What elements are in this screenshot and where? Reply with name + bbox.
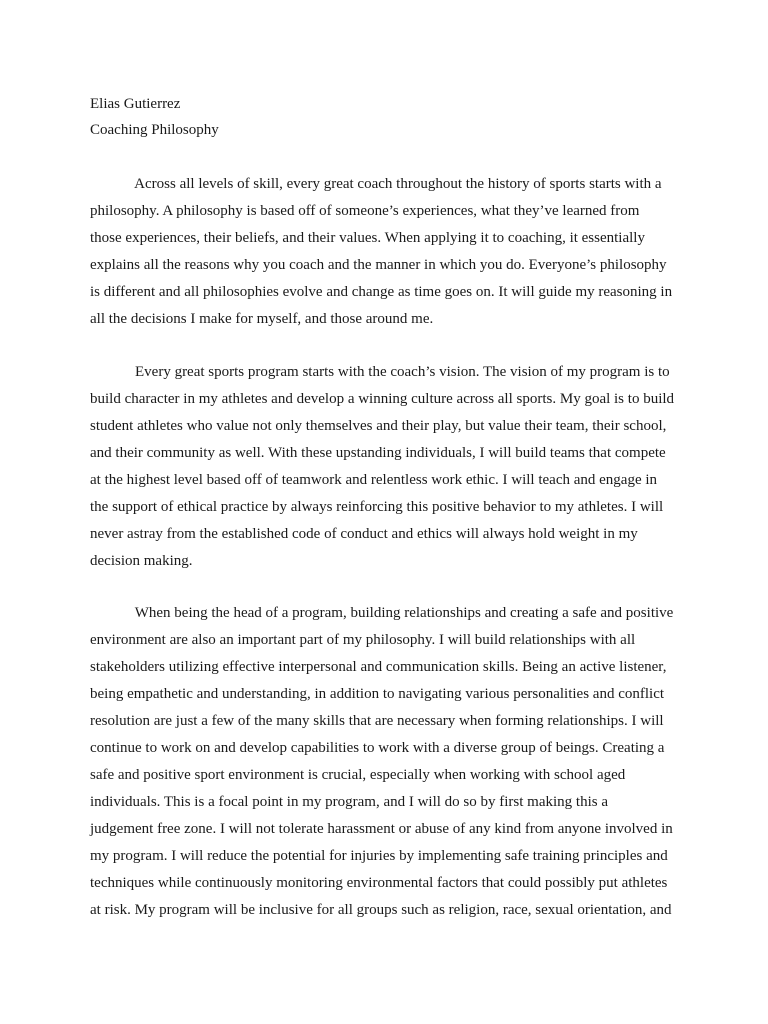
paragraph-line: techniques while continuously monitoring environmental factors that could possibly put athletes — [90, 875, 668, 891]
document-title: Coaching Philosophy — [90, 122, 219, 138]
paragraph-line: student athletes who value not only themselves and their play, but value their team, their school, — [90, 418, 667, 434]
paragraph-line: safe and positive sport environment is crucial, especially when working with school aged — [90, 767, 626, 783]
paragraph-line: philosophy. A philosophy is based off of someone’s experiences, what they’ve learned from — [90, 203, 640, 219]
paragraph-line: never astray from the established code of conduct and ethics will always hold weight in my — [90, 526, 638, 542]
paragraph-line: decision making. — [90, 553, 193, 569]
paragraph-line: all the decisions I make for myself, and those around me. — [90, 311, 434, 327]
paragraph-line: Across all levels of skill, every great coach throughout the history of sports starts with a — [90, 176, 662, 192]
paragraph-line: individuals. This is a focal point in my program, and I will do so by first making this a — [90, 794, 608, 810]
paragraph-line: being empathetic and understanding, in addition to navigating various personalities and conflict — [90, 686, 665, 702]
paragraph-line: environment are also an important part of my philosophy. I will build relationships with all — [90, 632, 636, 648]
paragraph-line: judgement free zone. I will not tolerate harassment or abuse of any kind from anyone involved in — [90, 821, 673, 837]
paragraph-line: and their community as well. With these upstanding individuals, I will build teams that compete — [90, 445, 666, 461]
paragraph-line: is different and all philosophies evolve and change as time goes on. It will guide my reasoning in — [90, 284, 673, 300]
paragraph-line: stakeholders utilizing effective interpersonal and communication skills. Being an active listener, — [90, 659, 667, 675]
author-name: Elias Gutierrez — [90, 96, 181, 112]
paragraph-line: continue to work on and develop capabilities to work with a diverse group of beings. Creating a — [90, 740, 665, 756]
paragraph-line: my program. I will reduce the potential for injuries by implementing safe training principles and — [90, 848, 668, 864]
paragraph-line: Every great sports program starts with the coach’s vision. The vision of my program is to — [90, 364, 670, 380]
paragraph-line: at the highest level based off of teamwork and relentless work ethic. I will teach and engage in — [90, 472, 658, 488]
paragraph-line: When being the head of a program, building relationships and creating a safe and positive — [90, 605, 674, 621]
paragraph-line: at risk. My program will be inclusive for all groups such as religion, race, sexual orientation, and — [90, 902, 672, 918]
paragraph-line: explains all the reasons why you coach and the manner in which you do. Everyone’s philosophy — [90, 257, 667, 273]
paragraph-line: the support of ethical practice by always reinforcing this positive behavior to my athletes. I will — [90, 499, 664, 515]
paragraph-line: build character in my athletes and develop a winning culture across all sports. My goal is to build — [90, 391, 675, 407]
paragraph-line: those experiences, their beliefs, and their values. When applying it to coaching, it essentially — [90, 230, 645, 246]
paragraph-line: resolution are just a few of the many skills that are necessary when forming relationships. I will — [90, 713, 664, 729]
